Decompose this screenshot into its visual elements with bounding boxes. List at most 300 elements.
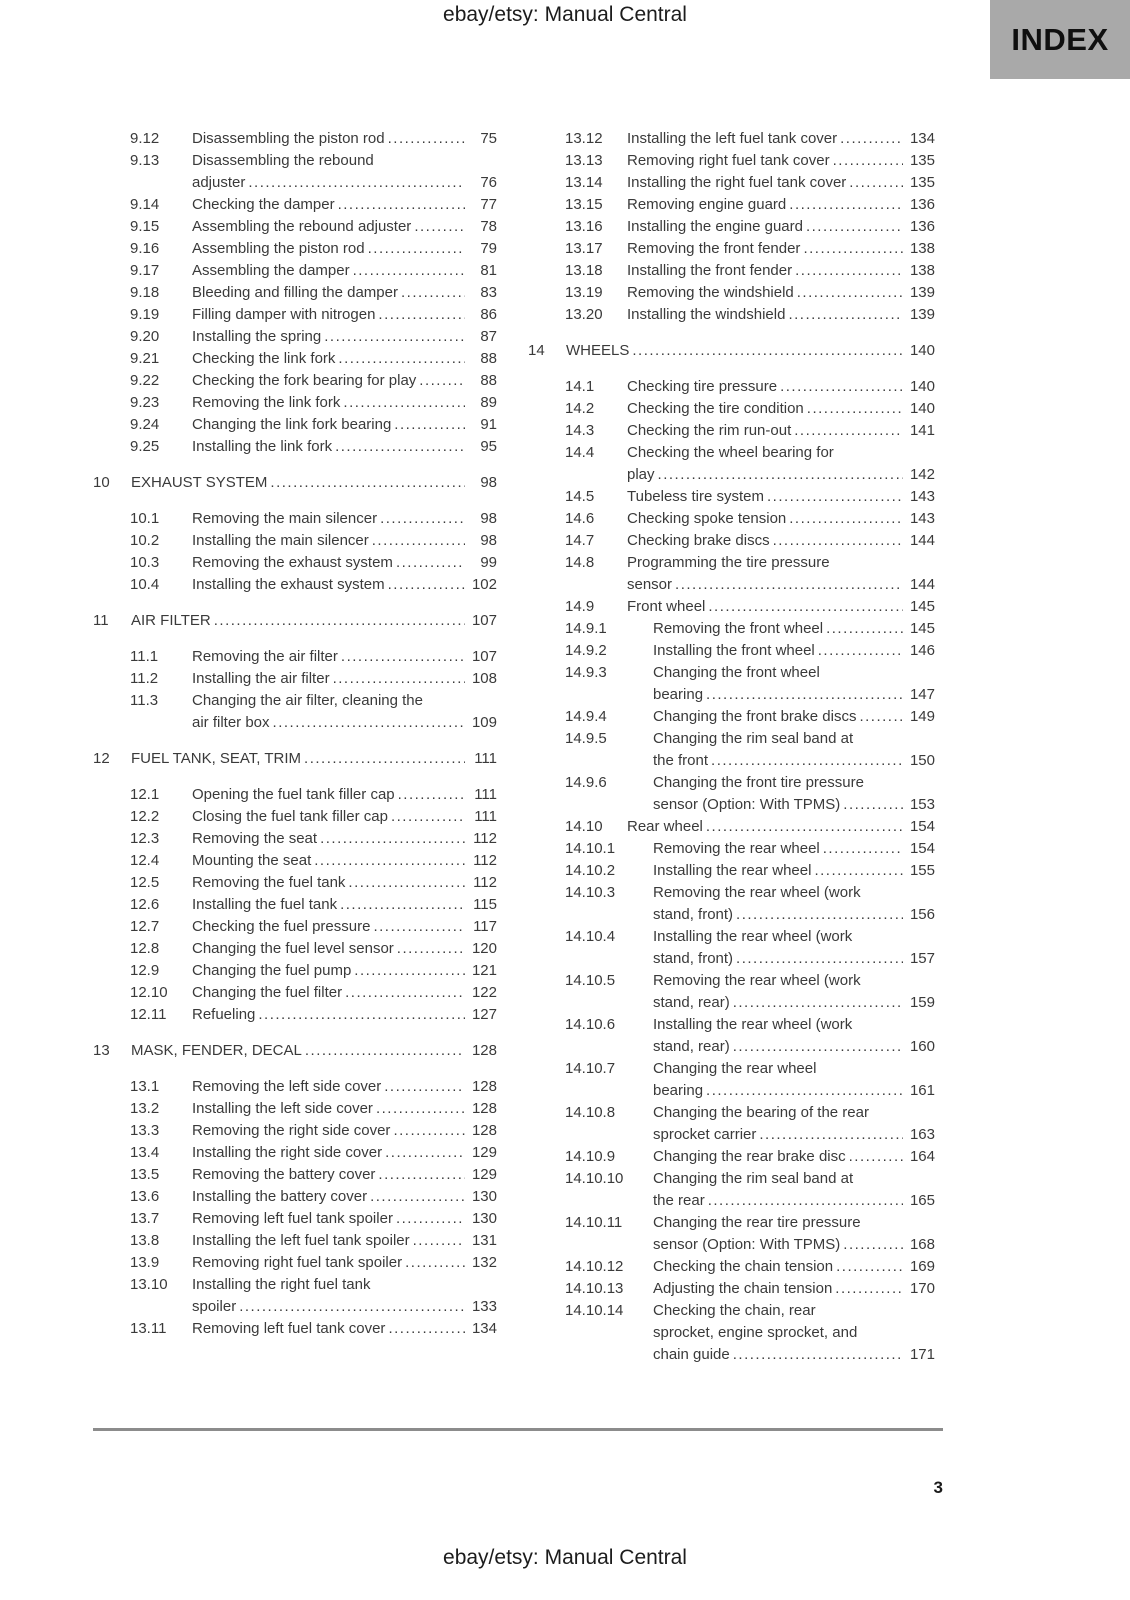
- dot-leader: [365, 238, 465, 260]
- dot-leader: [837, 128, 903, 150]
- toc-entry-page: 145: [909, 620, 935, 637]
- toc-entry-title: Removing the air filter: [192, 648, 338, 665]
- toc-entry-title: Changing the link fork bearing: [192, 416, 392, 433]
- toc-entry: [93, 894, 497, 916]
- toc-entry-number: 14.10.7: [565, 1060, 616, 1077]
- dot-leader: [375, 304, 465, 326]
- toc-entry-page: 141: [909, 422, 935, 439]
- toc-entry-title: Refueling: [192, 1006, 256, 1023]
- toc-entry-page: 129: [471, 1166, 497, 1183]
- toc-entry-title: Installing the link fork: [192, 438, 333, 455]
- toc-row: [528, 772, 935, 794]
- toc-entry-number: 12.8: [130, 940, 160, 957]
- toc-entry-page: 87: [480, 328, 497, 345]
- toc-entry-page: 112: [473, 830, 497, 847]
- toc-entry-title: Changing the front tire pressure: [653, 774, 864, 791]
- toc-entry: [528, 216, 935, 238]
- dot-leader: [394, 938, 465, 960]
- toc-row: [528, 728, 935, 750]
- toc-row: [93, 850, 497, 872]
- toc-entry: [93, 1076, 497, 1098]
- toc-entry-title: Installing the right fuel tank: [192, 1276, 371, 1293]
- toc-entry: [528, 706, 935, 728]
- toc-row: [528, 1124, 935, 1146]
- toc-row: [528, 340, 935, 362]
- toc-entry-title: Programming the tire pressure: [627, 554, 830, 571]
- toc-entry-page: 117: [473, 918, 497, 935]
- toc-section: [528, 340, 935, 362]
- toc-entry-page: 121: [471, 962, 497, 979]
- toc-entry-title: air filter box: [192, 714, 270, 731]
- toc-entry-page: 98: [480, 510, 497, 527]
- toc-entry-page: 153: [909, 796, 935, 813]
- toc-entry: [93, 370, 497, 392]
- toc-row: [528, 486, 935, 508]
- toc-entry-page: 98: [480, 474, 497, 491]
- toc-entry-page: 109: [471, 714, 497, 731]
- dot-leader: [833, 1256, 903, 1278]
- toc-entry-number: 13.17: [565, 240, 603, 257]
- toc-entry-number: 9.25: [130, 438, 160, 455]
- toc-entry-number: 14.4: [565, 444, 595, 461]
- toc-entry-title: Changing the front brake discs: [653, 708, 857, 725]
- toc-entry-number: 9.20: [130, 328, 160, 345]
- toc-entry-title: Installing the front wheel: [653, 642, 815, 659]
- toc-entry-title: AIR FILTER: [131, 612, 211, 629]
- toc-entry-title: sensor (Option: With TPMS): [653, 796, 841, 813]
- toc-row: [528, 194, 935, 216]
- toc-entry-page: 133: [471, 1298, 497, 1315]
- toc-entry-number: 14.5: [565, 488, 595, 505]
- toc-entry-title: WHEELS: [566, 342, 630, 359]
- toc-row: [528, 552, 935, 574]
- toc-entry-page: 138: [909, 262, 935, 279]
- dot-leader: [345, 872, 465, 894]
- toc-entry: [93, 806, 497, 828]
- toc-entry-number: 13.16: [565, 218, 603, 235]
- dot-leader: [351, 960, 465, 982]
- toc-entry: [93, 414, 497, 436]
- toc-row: [528, 1058, 935, 1080]
- dot-leader: [338, 646, 465, 668]
- toc-row: [528, 464, 935, 486]
- toc-entry-page: 122: [471, 984, 497, 1001]
- toc-entry: [93, 668, 497, 690]
- toc-entry: [93, 194, 497, 216]
- dot-leader: [302, 1040, 465, 1062]
- toc-entry-title: the front: [653, 752, 709, 769]
- toc-entry-title: Removing the main silencer: [192, 510, 378, 527]
- toc-entry-page: 154: [909, 840, 935, 857]
- toc-entry-number: 13.3: [130, 1122, 160, 1139]
- toc-entry-title: sprocket, engine sprocket, and: [653, 1324, 858, 1341]
- toc-row: [528, 260, 935, 282]
- toc-row: [93, 668, 497, 690]
- dot-leader: [267, 472, 465, 494]
- dot-leader: [730, 1036, 903, 1058]
- toc-entry-page: 135: [909, 152, 935, 169]
- toc-row: [93, 1230, 497, 1252]
- toc-entry-number: 11.3: [130, 692, 159, 709]
- toc-entry-number: 14.10.12: [565, 1258, 624, 1275]
- dot-leader: [785, 304, 903, 326]
- toc-entry-number: 14.10.1: [565, 840, 616, 857]
- toc-entry-page: 128: [471, 1078, 497, 1095]
- toc-entry: [528, 376, 935, 398]
- toc-entry: [93, 1098, 497, 1120]
- toc-entry-title: Removing the front wheel: [653, 620, 824, 637]
- toc-entry-title: sensor: [627, 576, 673, 593]
- toc-entry-title: Disassembling the rebound: [192, 152, 374, 169]
- toc-entry-page: 107: [471, 612, 497, 629]
- toc-entry-number: 13.18: [565, 262, 603, 279]
- toc-entry-number: 12.2: [130, 808, 160, 825]
- toc-entry-title: Removing left fuel tank cover: [192, 1320, 386, 1337]
- toc-entry-number: 13.11: [130, 1320, 167, 1337]
- toc-entry-number: 12.11: [130, 1006, 167, 1023]
- toc-entry-title: Checking the link fork: [192, 350, 336, 367]
- toc-column-left: [93, 128, 497, 1340]
- dot-leader: [733, 948, 903, 970]
- toc-entry-title: Opening the fuel tank filler cap: [192, 786, 395, 803]
- toc-entry: [528, 508, 935, 530]
- toc-entry-title: Removing the seat: [192, 830, 318, 847]
- toc-entry-number: 12: [93, 750, 110, 767]
- toc-entry-page: 168: [909, 1236, 935, 1253]
- dot-leader: [703, 1080, 903, 1102]
- toc-section: [93, 1040, 497, 1062]
- dot-leader: [811, 860, 903, 882]
- toc-entry-title: Assembling the damper: [192, 262, 350, 279]
- toc-entry-title: Disassembling the piston rod: [192, 130, 385, 147]
- toc-row: [93, 982, 497, 1004]
- toc-row: [93, 392, 497, 414]
- toc-row: [528, 238, 935, 260]
- toc-row: [93, 1098, 497, 1120]
- toc-entry-title: Adjusting the chain tension: [653, 1280, 833, 1297]
- dot-leader: [416, 370, 465, 392]
- toc-entry: [93, 304, 497, 326]
- toc-entry: [93, 1208, 497, 1230]
- toc-entry: [93, 436, 497, 458]
- toc-entry: [528, 238, 935, 260]
- toc-entry-number: 9.17: [130, 262, 160, 279]
- toc-entry-number: 9.19: [130, 306, 160, 323]
- toc-row: [93, 610, 497, 632]
- toc-row: [93, 128, 497, 150]
- toc-row: [93, 1120, 497, 1142]
- toc-entry-number: 14.9.4: [565, 708, 607, 725]
- dot-leader: [791, 420, 903, 442]
- dot-leader: [332, 436, 465, 458]
- toc-entry-page: 163: [909, 1126, 935, 1143]
- toc-row: [528, 1278, 935, 1300]
- toc-entry-number: 14.10.6: [565, 1016, 616, 1033]
- toc-entry-number: 10.2: [130, 532, 160, 549]
- toc-entry-title: Removing the fuel tank: [192, 874, 346, 891]
- toc-entry-title: EXHAUST SYSTEM: [131, 474, 268, 491]
- toc-entry: [528, 662, 935, 706]
- dot-leader: [830, 150, 903, 172]
- dot-leader: [367, 1186, 465, 1208]
- toc-entry-number: 11: [93, 612, 109, 629]
- toc-entry: [528, 420, 935, 442]
- toc-entry: [528, 1058, 935, 1102]
- toc-entry-number: 14.2: [565, 400, 595, 417]
- toc-entry: [93, 282, 497, 304]
- toc-entry-title: Removing the exhaust system: [192, 554, 393, 571]
- toc-entry-number: 13.15: [565, 196, 603, 213]
- toc-row: [528, 640, 935, 662]
- toc-entry-title: Installing the air filter: [192, 670, 330, 687]
- toc-row: [93, 712, 497, 734]
- toc-entry: [93, 1186, 497, 1208]
- toc-entry-page: 129: [471, 1144, 497, 1161]
- toc-entry-page: 142: [909, 466, 935, 483]
- toc-entry-page: 99: [480, 554, 497, 571]
- toc-entry-page: 83: [480, 284, 497, 301]
- toc-entry-number: 14.10.13: [565, 1280, 624, 1297]
- dot-leader: [672, 574, 903, 596]
- dot-leader: [388, 806, 465, 828]
- dot-leader: [777, 376, 903, 398]
- toc-entry: [93, 828, 497, 850]
- toc-entry-number: 9.22: [130, 372, 160, 389]
- toc-entry-page: 160: [909, 1038, 935, 1055]
- dot-leader: [340, 392, 465, 414]
- toc-entry-number: 14.3: [565, 422, 595, 439]
- toc-entry-number: 14.6: [565, 510, 595, 527]
- toc-entry: [528, 970, 935, 1014]
- toc-entry: [528, 816, 935, 838]
- toc-entry-title: Rear wheel: [627, 818, 703, 835]
- toc-entry-page: 155: [909, 862, 935, 879]
- toc-entry-number: 9.21: [130, 350, 160, 367]
- dot-leader: [395, 784, 465, 806]
- toc-entry: [528, 772, 935, 816]
- toc-entry-page: 140: [909, 342, 935, 359]
- toc-entry-title: Changing the rim seal band at: [653, 1170, 854, 1187]
- toc-entry-page: 81: [480, 262, 497, 279]
- toc-entry-page: 79: [480, 240, 497, 257]
- dot-leader: [840, 1234, 903, 1256]
- dot-leader: [335, 348, 465, 370]
- toc-entry-page: 111: [474, 750, 497, 767]
- toc-entry-page: 88: [480, 372, 497, 389]
- toc-entry-page: 136: [909, 218, 935, 235]
- toc-entry-page: 115: [473, 896, 497, 913]
- toc-entry-title: Front wheel: [627, 598, 706, 615]
- dot-leader: [705, 596, 903, 618]
- dot-leader: [335, 194, 465, 216]
- toc-row: [528, 216, 935, 238]
- toc-entry-number: 14.10.4: [565, 928, 616, 945]
- toc-entry-page: 111: [474, 808, 497, 825]
- dot-leader: [733, 904, 903, 926]
- toc-entry-number: 14: [528, 342, 545, 359]
- toc-row: [528, 750, 935, 772]
- toc-row: [528, 684, 935, 706]
- toc-entry-number: 12.4: [130, 852, 160, 869]
- toc-row: [528, 1234, 935, 1256]
- toc-row: [93, 304, 497, 326]
- toc-entry-number: 9.14: [130, 196, 160, 213]
- toc-row: [528, 794, 935, 816]
- toc-entry-title: Checking the fork bearing for play: [192, 372, 417, 389]
- dot-leader: [270, 712, 465, 734]
- toc-entry-title: sensor (Option: With TPMS): [653, 1236, 841, 1253]
- toc-entry: [528, 1256, 935, 1278]
- dot-leader: [730, 992, 903, 1014]
- toc-entry-title: Checking the rim run-out: [627, 422, 792, 439]
- toc-entry-number: 13.6: [130, 1188, 160, 1205]
- dot-leader: [832, 1278, 903, 1300]
- toc-row: [528, 1344, 935, 1366]
- toc-entry: [528, 172, 935, 194]
- toc-row: [93, 828, 497, 850]
- toc-entry-page: 77: [480, 196, 497, 213]
- toc-entry-number: 14.8: [565, 554, 595, 571]
- toc-entry-title: Changing the fuel pump: [192, 962, 352, 979]
- toc-entry: [93, 872, 497, 894]
- toc-entry: [528, 1146, 935, 1168]
- toc-row: [93, 748, 497, 770]
- toc-entry-number: 14.9.1: [565, 620, 607, 637]
- dot-leader: [311, 850, 465, 872]
- dot-leader: [381, 1076, 465, 1098]
- toc-entry-title: Removing engine guard: [627, 196, 787, 213]
- toc-entry-title: sprocket carrier: [653, 1126, 757, 1143]
- toc-entry-number: 9.12: [130, 130, 160, 147]
- toc-entry-number: 13.1: [130, 1078, 160, 1095]
- toc-row: [528, 574, 935, 596]
- toc-entry: [93, 1274, 497, 1318]
- toc-entry-title: Changing the bearing of the rear: [653, 1104, 869, 1121]
- toc-entry-page: 91: [480, 416, 497, 433]
- toc-entry-page: 111: [474, 786, 497, 803]
- toc-row: [528, 376, 935, 398]
- toc-entry-number: 10.4: [130, 576, 160, 593]
- dot-leader: [820, 838, 903, 860]
- toc-entry: [528, 1168, 935, 1212]
- toc-row: [528, 1256, 935, 1278]
- dot-leader: [410, 1230, 465, 1252]
- toc-entry-number: 13.2: [130, 1100, 160, 1117]
- toc-entry-title: stand, front): [653, 906, 734, 923]
- toc-row: [528, 882, 935, 904]
- toc-entry-page: 157: [909, 950, 935, 967]
- toc-row: [93, 1208, 497, 1230]
- toc-entry-title: Installing the left fuel tank spoiler: [192, 1232, 410, 1249]
- toc-entry-page: 88: [480, 350, 497, 367]
- dot-leader: [398, 282, 465, 304]
- toc-entry: [528, 128, 935, 150]
- toc-entry-number: 14.10.3: [565, 884, 616, 901]
- toc-row: [93, 1164, 497, 1186]
- toc-entry: [528, 1212, 935, 1256]
- toc-row: [93, 348, 497, 370]
- toc-entry-number: 14.10.5: [565, 972, 616, 989]
- toc-entry-page: 161: [909, 1082, 935, 1099]
- toc-entry-title: Checking spoke tension: [627, 510, 787, 527]
- toc-row: [528, 860, 935, 882]
- toc-entry: [93, 326, 497, 348]
- toc-entry-number: 12.9: [130, 962, 160, 979]
- toc-entry-title: Changing the front wheel: [653, 664, 820, 681]
- dot-leader: [402, 1252, 465, 1274]
- toc-entry-title: Removing the rear wheel: [653, 840, 820, 857]
- toc-entry: [93, 1318, 497, 1340]
- toc-entry-number: 13.4: [130, 1144, 160, 1161]
- toc-entry-page: 102: [471, 576, 497, 593]
- toc-entry-page: 139: [909, 284, 935, 301]
- toc-entry-number: 13.7: [130, 1210, 160, 1227]
- toc-entry-number: 10: [93, 474, 110, 491]
- toc-section: [93, 610, 497, 632]
- toc-entry: [528, 304, 935, 326]
- dot-leader: [770, 530, 903, 552]
- toc-entry-number: 14.10.10: [565, 1170, 624, 1187]
- toc-entry: [93, 1230, 497, 1252]
- toc-entry-page: 146: [909, 642, 935, 659]
- toc-entry: [93, 850, 497, 872]
- toc-entry-number: 12.1: [130, 786, 160, 803]
- toc-row: [528, 618, 935, 640]
- toc-entry-page: 131: [471, 1232, 497, 1249]
- toc-row: [93, 894, 497, 916]
- index-tab: [990, 0, 1130, 79]
- toc-row: [93, 960, 497, 982]
- dot-leader: [815, 640, 903, 662]
- dot-leader: [391, 414, 465, 436]
- toc-entry-title: Removing the right side cover: [192, 1122, 391, 1139]
- toc-entry-page: 120: [471, 940, 497, 957]
- toc-entry-number: 9.16: [130, 240, 160, 257]
- toc-entry: [528, 596, 935, 618]
- toc-entry-title: the rear: [653, 1192, 705, 1209]
- toc-entry-title: bearing: [653, 1082, 704, 1099]
- toc-entry: [528, 882, 935, 926]
- toc-entry-title: Installing the engine guard: [627, 218, 803, 235]
- toc-entry-number: 13.10: [130, 1276, 168, 1293]
- toc-row: [93, 938, 497, 960]
- toc-entry-title: Assembling the piston rod: [192, 240, 365, 257]
- toc-entry: [93, 646, 497, 668]
- dot-leader: [655, 464, 903, 486]
- toc-entry-title: Removing the windshield: [627, 284, 794, 301]
- toc-entry: [93, 216, 497, 238]
- toc-entry-title: chain guide: [653, 1346, 730, 1363]
- toc-entry: [93, 150, 497, 194]
- toc-entry: [93, 1004, 497, 1026]
- dot-leader: [382, 1142, 465, 1164]
- toc-entry-number: 14.9.6: [565, 774, 607, 791]
- toc-entry-number: 14.10.2: [565, 862, 616, 879]
- dot-leader: [846, 172, 903, 194]
- toc-row: [528, 282, 935, 304]
- toc-row: [528, 948, 935, 970]
- dot-leader: [856, 706, 903, 728]
- toc-entry-number: 13.12: [565, 130, 603, 147]
- dot-leader: [393, 552, 465, 574]
- toc-entry-number: 13.13: [565, 152, 603, 169]
- toc-entry-page: 143: [909, 510, 935, 527]
- toc-entry: [528, 1102, 935, 1146]
- toc-entry-page: 112: [473, 874, 497, 891]
- toc-row: [528, 1014, 935, 1036]
- toc-row: [93, 784, 497, 806]
- toc-entry-title: Removing right fuel tank cover: [627, 152, 830, 169]
